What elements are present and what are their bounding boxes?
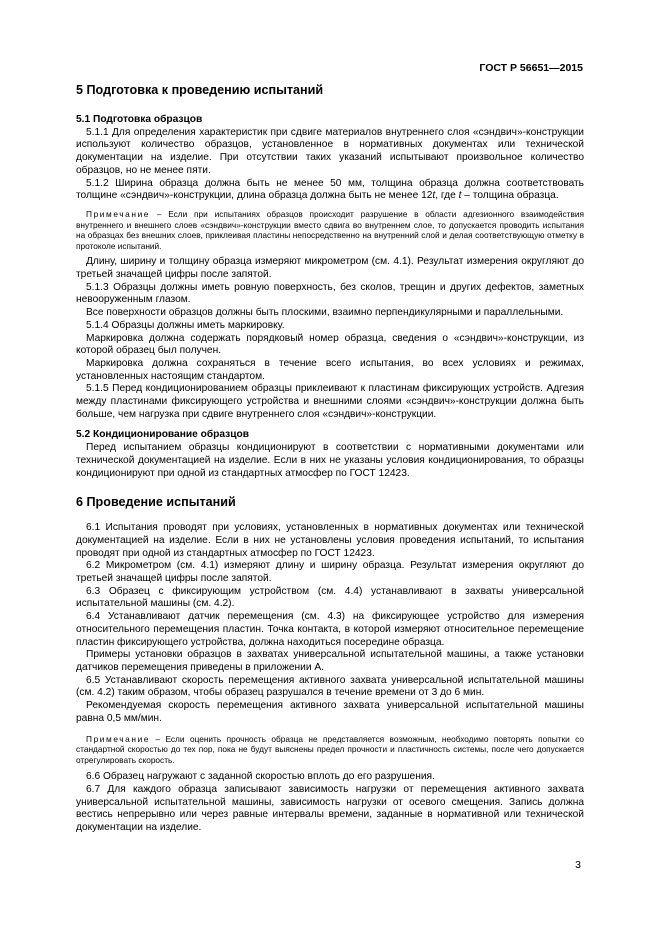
paragraph-6-2: 6.2 Микрометром (см. 4.1) измеряют длину и ширину образца. Результат измерения округляют до третьей значащей цифры после запятой.: [76, 560, 584, 585]
paragraph-6-5: 6.5 Устанавливают скорость перемещения активного захвата универсальной испытательной машины (см. 4.2) таким образом, чтобы образец разрушался в течение времени от 3 до 6 мин.: [76, 674, 584, 699]
paragraph-5-1-2: 5.1.2 Ширина образца должна быть не менее 50 мм, толщина образца должна соответствовать толщине «сэндвич»-конструкции, длина образца должна быть не менее 12t, где t – толщина образца.: [76, 177, 584, 202]
note-label: Примечание: [86, 733, 151, 744]
section-6-title: 6 Проведение испытаний: [76, 495, 236, 510]
variable-t: t: [432, 190, 436, 202]
paragraph-6-7: 6.7 Для каждого образца записывают зависимость нагрузки от перемещения активного захвата универсальной испытательной машины, зависимость нагрузки от осевого смещения. Запись должна вестись непрерывно или через равные интервалы времени, заданные в нормативной или технической документации на изделие.: [76, 783, 584, 834]
paragraph-examples: Примеры установки образцов в захватах универсальной испытательной машины, а также установки датчиков перемещения приведены в приложении А.: [76, 649, 584, 673]
paragraph-recommended: Рекомендуемая скорость перемещения активного захвата универсальной испытательной машины равна 0,5 мм/мин.: [76, 700, 584, 724]
paragraph-measure: Длину, ширину и толщину образца измеряют микрометром (см. 4.1). Результат измерения округляют до третьей значащей цифры после запятой.: [76, 256, 584, 280]
paragraph-5-1-3: 5.1.3 Образцы должны иметь ровную поверхность, без сколов, трещин и других дефектов, заметных невооруженным глазом.: [76, 281, 584, 306]
paragraph-6-4: 6.4 Устанавливают датчик перемещения (см. 4.3) на фиксирующее устройство для измерения относительного перемещения пластин. Точка контакта, в которой измеряют относительное перемещение пластин фиксирующего устройства, должна находиться посередине образца.: [76, 611, 584, 648]
paragraph-6-6: 6.6 Образец нагружают с заданной скоростью вплоть до его разрушения.: [86, 771, 435, 783]
paragraph-surfaces: Все поверхности образцов должны быть плоскими, взаимно перпендикулярными и параллельными.: [86, 307, 564, 319]
paragraph-6-1: 6.1 Испытания проводят при условиях, установленных в нормативных документах или технической документацией на изделие. Если в них не установлены условия проведения испытаний, то испытания проводят при одной из стандартных атмосфер по ГОСТ 12423.: [76, 522, 584, 559]
standard-code: ГОСТ Р 56651—2015: [479, 62, 583, 74]
paragraph-marking-1: Маркировка должна содержать порядковый номер образца, сведения о «сэндвич»-конструкции, из которой образец был получен.: [76, 332, 584, 357]
section-5-title: 5 Подготовка к проведению испытаний: [76, 83, 324, 97]
paragraph-5-1-5: 5.1.5 Перед кондиционированием образцы приклеивают к пластинам фиксирующих устройств. Адгезия между пластинами фиксирующего устройства и внешними слоями «сэндвич»-конструкции должна быть больше, чем нагрузка при сдвиге внутреннего слоя «сэндвич»-конструкции.: [76, 383, 584, 420]
page-number: 3: [575, 859, 581, 871]
note-label: Примечание: [86, 208, 151, 219]
variable-t: t: [458, 190, 462, 202]
paragraph-5-1-4: 5.1.4 Образцы должны иметь маркировку.: [86, 319, 285, 331]
subsection-5-2-title: 5.2 Кондиционирование образцов: [76, 429, 249, 441]
page-content: [76, 82, 584, 835]
paragraph-marking-2: Маркировка должна сохраняться в течение всего испытания, во всех условиях и режимах, установленных настоящим стандартом.: [76, 357, 584, 382]
paragraph-6-3: 6.3 Образец с фиксирующим устройством (см. 4.4) устанавливают в захваты универсальной испытательной машины (см. 4.2).: [76, 585, 584, 610]
subsection-5-1-title: 5.1 Подготовка образцов: [76, 114, 203, 125]
paragraph-5-1-1: 5.1.1 Для определения характеристик при сдвиге материалов внутреннего слоя «сэндвич»-конструкции используют количество образцов, установленное в нормативных документах или технической документации на изделие. При отсутствии таких указаний испытывают произвольное количество образцов, но не менее пяти.: [76, 126, 584, 176]
note-2: Примечание – Если оценить прочность образца не представляется возможным, необходимо повторять попытки со стандартной скоростью до тех пор, пока не будут выяснены предел прочности и пластичность системы, после чего допускается отрегулировать скорость.: [76, 733, 584, 765]
paragraph-5-2: Перед испытанием образцы кондиционируют в соответствии с нормативными документами или технической документацией на изделие. Если в них не указаны условия кондиционирования, то образцы кондиционируют при одной из стандартных атмосфер по ГОСТ 12423.: [76, 442, 584, 479]
note-1: Примечание – Если при испытаниях образцов происходит разрушение в области адгезионного взаимодействия внутреннего и внешнего слоев «сэндвич»-конструкции вместо сдвига во внутреннем слое, то допускается проводить испытания на образцах без внешних слоев, приклеивая пластины непосредственно на внутренний слой и делая соответствующую отметку в протоколе испытаний.: [76, 208, 584, 251]
